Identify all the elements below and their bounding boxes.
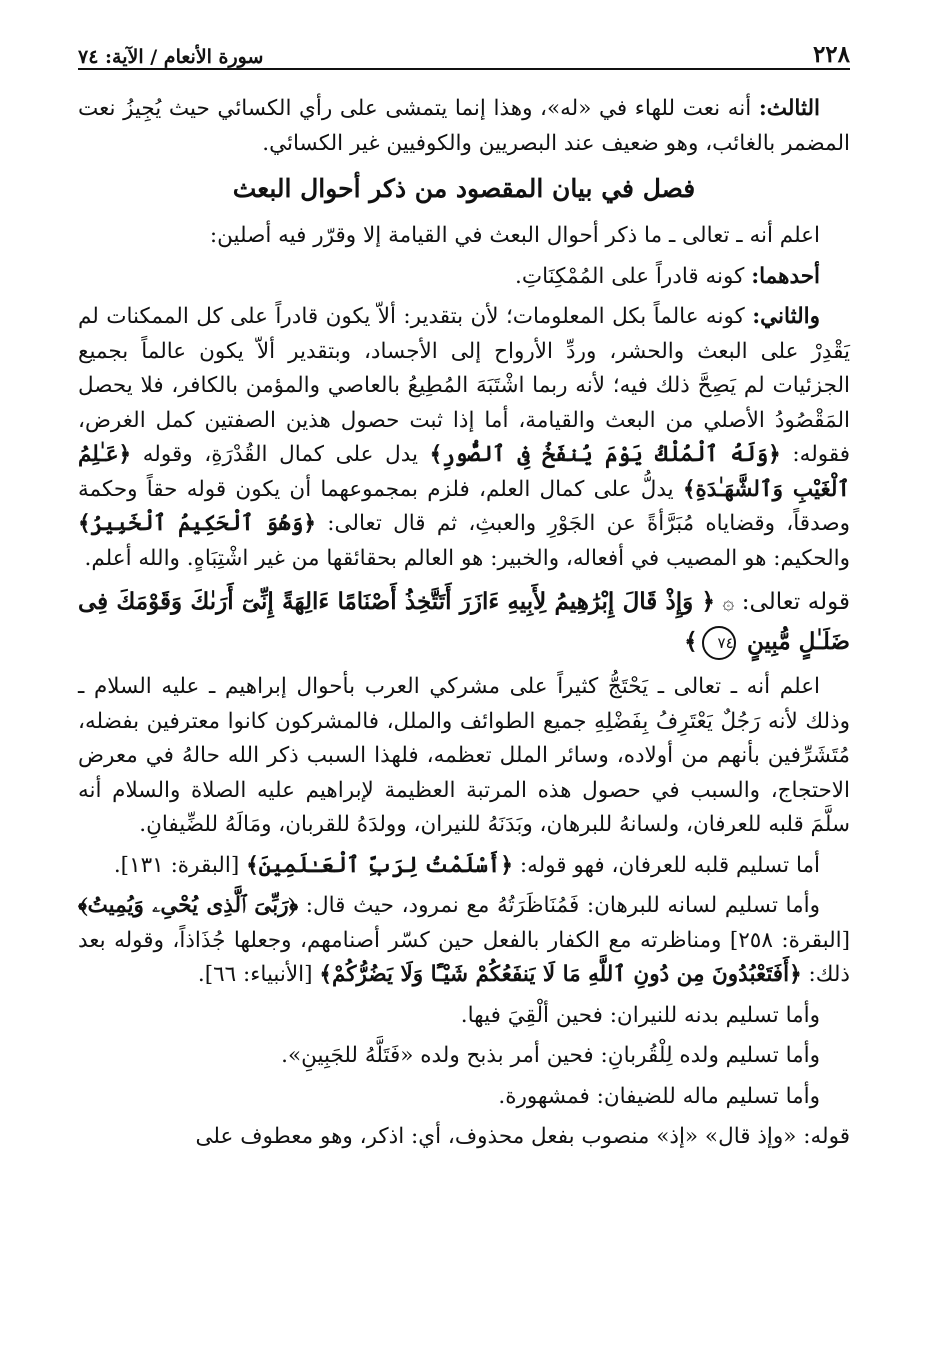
paragraph-text: يدل على كمال القُدْرَةِ، وقوله bbox=[131, 442, 430, 467]
paragraph-tongue bbox=[78, 889, 850, 993]
rub-el-hizb-icon: ۞ bbox=[722, 590, 735, 614]
paragraph-two-principles: اعلم أنه ـ تعالى ـ ما ذكر أحوال البعث في القيامة إلا وقرّر فيه أصلين: bbox=[209, 223, 820, 248]
verse-close-bracket: ﴾ bbox=[684, 628, 698, 655]
quran-quote: ﴿أَسْلَمْتُ لِرَبِّ ٱلْعَـٰلَمِينَ﴾ bbox=[246, 852, 513, 878]
paragraph-first-principle bbox=[78, 260, 850, 295]
verse-intro: قوله تعالى: bbox=[734, 589, 850, 615]
paragraph-text: والحكيم: هو المصيب في أفعاله، والخبير: هو العالم بحقائقها من غير اشْتِبَاهٍ. والله أعلم. bbox=[84, 545, 850, 571]
paragraph-text: يدلُّ على كمال العلم، فلزم بمجموعهما أن يكون قوله حقاً وحكمة وصدقاً، وقضاياه مُبَرَّأةً عن الجَوْرِ والعبثِ، ثم قال تعالى: bbox=[78, 476, 850, 536]
paragraph-text: كونه قادراً على المُمْكِنَاتِ. bbox=[515, 263, 752, 289]
verse-number-badge: ٧٤ bbox=[702, 626, 736, 660]
paragraph-third-opinion bbox=[78, 92, 850, 161]
paragraph-wealth: وأما تسليم ماله للضيفان: فمشهورة. bbox=[498, 1083, 820, 1109]
paragraph-text: وأما تسليم لسانه للبرهان: فَمُنَاظَرَتُهُ مع نمرود، حيث قال: bbox=[298, 893, 820, 918]
quran-quote: ﴿أَفَتَعْبُدُونَ مِن دُونِ ٱللَّهِ مَا لَا يَنفَعُكُمْ شَيْـًٔا وَلَا يَضُرُّكُمْ﴾ bbox=[319, 962, 802, 987]
paragraph-second-principle bbox=[78, 300, 850, 576]
paragraph-lead: أحدهما: bbox=[751, 263, 820, 289]
paragraph-text: أما تسليم قلبه للعرفان، فهو قوله: bbox=[513, 852, 820, 878]
paragraph-lead: الثالث: bbox=[758, 96, 820, 121]
quran-quote: ﴿رَبِّىَ ٱلَّذِى يُحْىِۦ وَيُمِيتُ﴾ bbox=[78, 893, 299, 918]
paragraph-ibrahim: اعلم أنه ـ تعالى ـ يَحْتَجُّ كثيراً على مشركي العرب بأحوال إبراهيم ـ عليه السلام ـ وذلك لأنه رَجُلٌ يَعْتَرِفُ بِفَضْلِهِ جميع الطوائف والملل، فالمشركون كانوا معترفين بفضله، مُتَشَرِّفين بأنهم من أولاده، وسائر الملل تعظمه، فلهذا السبب ذكر الله حالهُ في معرض الاحتجاج، والسبب في حصول هذه المرتبة العظيمة لإبراهيم عليه الصلاة والسلام أنه سلَّمَ قلبه للعرفان، ولسانهُ للبرهان، وبَدَنَهُ للنيران، وولدَهُ للقربان، ومَالَهُ للضِّيفانِ. bbox=[78, 674, 850, 837]
paragraph-text: [الأنبياء: ٦٦]. bbox=[197, 962, 320, 987]
surah-verse-label: سورة الأنعام / الآية: ٧٤ bbox=[78, 46, 264, 68]
quran-quote: ﴿عَـٰلِمُ ٱلْغَيْبِ وَٱلشَّهَـٰدَةِ﴾ bbox=[78, 442, 850, 502]
paragraph-text: [البقرة: ١٣١]. bbox=[113, 852, 247, 878]
paragraph-text: كونه عالماً بكل المعلومات؛ لأن بتقدير: ألاّ يكون قادراً على كل الممكنات لم يَقْدِرْ على البعث والحشر، وردِّ الأرواح إلى الأجساد، وبتقدير ألاّ يكون عالماً بجميع الجزئيات لم يَصِحَّ ذلك فيه؛ لأنه ربما اشْتَبَهَ المُطِيعُ بالعاصي والمؤمن بالكافر، فلا يحصل المَقْصُودُ الأصلي من البعث والقيامة، أما إذا ثبت حصول هذين الصفتين كمل الغرض، فقوله: bbox=[78, 304, 851, 467]
quran-verse-block bbox=[78, 582, 850, 662]
paragraph-text: أنه نعت للهاء في «له»، وهذا إنما يتمشى على رأي الكسائي حيث يُجِيزُ نعت المضمر بالغائب، وهو ضعيف عند البصريين والكوفيين غير الكسائي. bbox=[78, 96, 850, 156]
quran-quote: ﴿وَلَهُ ٱلْمُلْكُ يَوْمَ يُنفَخُ فِى ٱلصُّورِ﴾ bbox=[429, 442, 781, 467]
quran-quote: ﴿وَهُوَ ٱلْحَكِيمُ ٱلْخَبِيرُ﴾ bbox=[78, 511, 316, 536]
paragraph-body: وأما تسليم بدنه للنيران: فحين ألْقِيَ فيها. bbox=[460, 1002, 820, 1028]
page-number: ٢٢٨ bbox=[812, 41, 850, 68]
paragraph-son: وأما تسليم ولده لِلْقُربانِ: فحين أمر بذبح ولده «فَتَلَّهُ للجَبِينِ». bbox=[281, 1043, 820, 1068]
verse-text: ﴿ وَإِذْ قَالَ إِبْرَٰهِيمُ لِأَبِيهِ ءَازَرَ أَتَتَّخِذُ أَصْنَامًا ءَالِهَةً إِنِّىٓ أَرَىٰكَ وَقَوْمَكَ فِى ضَلَـٰلٍ مُّبِينٍ bbox=[78, 588, 850, 655]
paragraph-grammar: قوله: «وإذ قال» «إذ» منصوب بفعل محذوف، أي: اذكر، وهو معطوف على bbox=[195, 1124, 850, 1149]
paragraph-text: [البقرة: ٢٥٨] ومناظرته مع الكفار بالفعل حين كسّر أصنامهم، وجعلها جُذَاذاً، وقوله بعد ذلك: bbox=[78, 927, 851, 987]
running-header bbox=[78, 36, 850, 70]
paragraph-heart bbox=[78, 849, 850, 884]
section-heading: فصل في بيان المقصود من ذكر أحوال البعث bbox=[232, 174, 696, 203]
paragraph-lead: والثاني: bbox=[752, 304, 820, 329]
